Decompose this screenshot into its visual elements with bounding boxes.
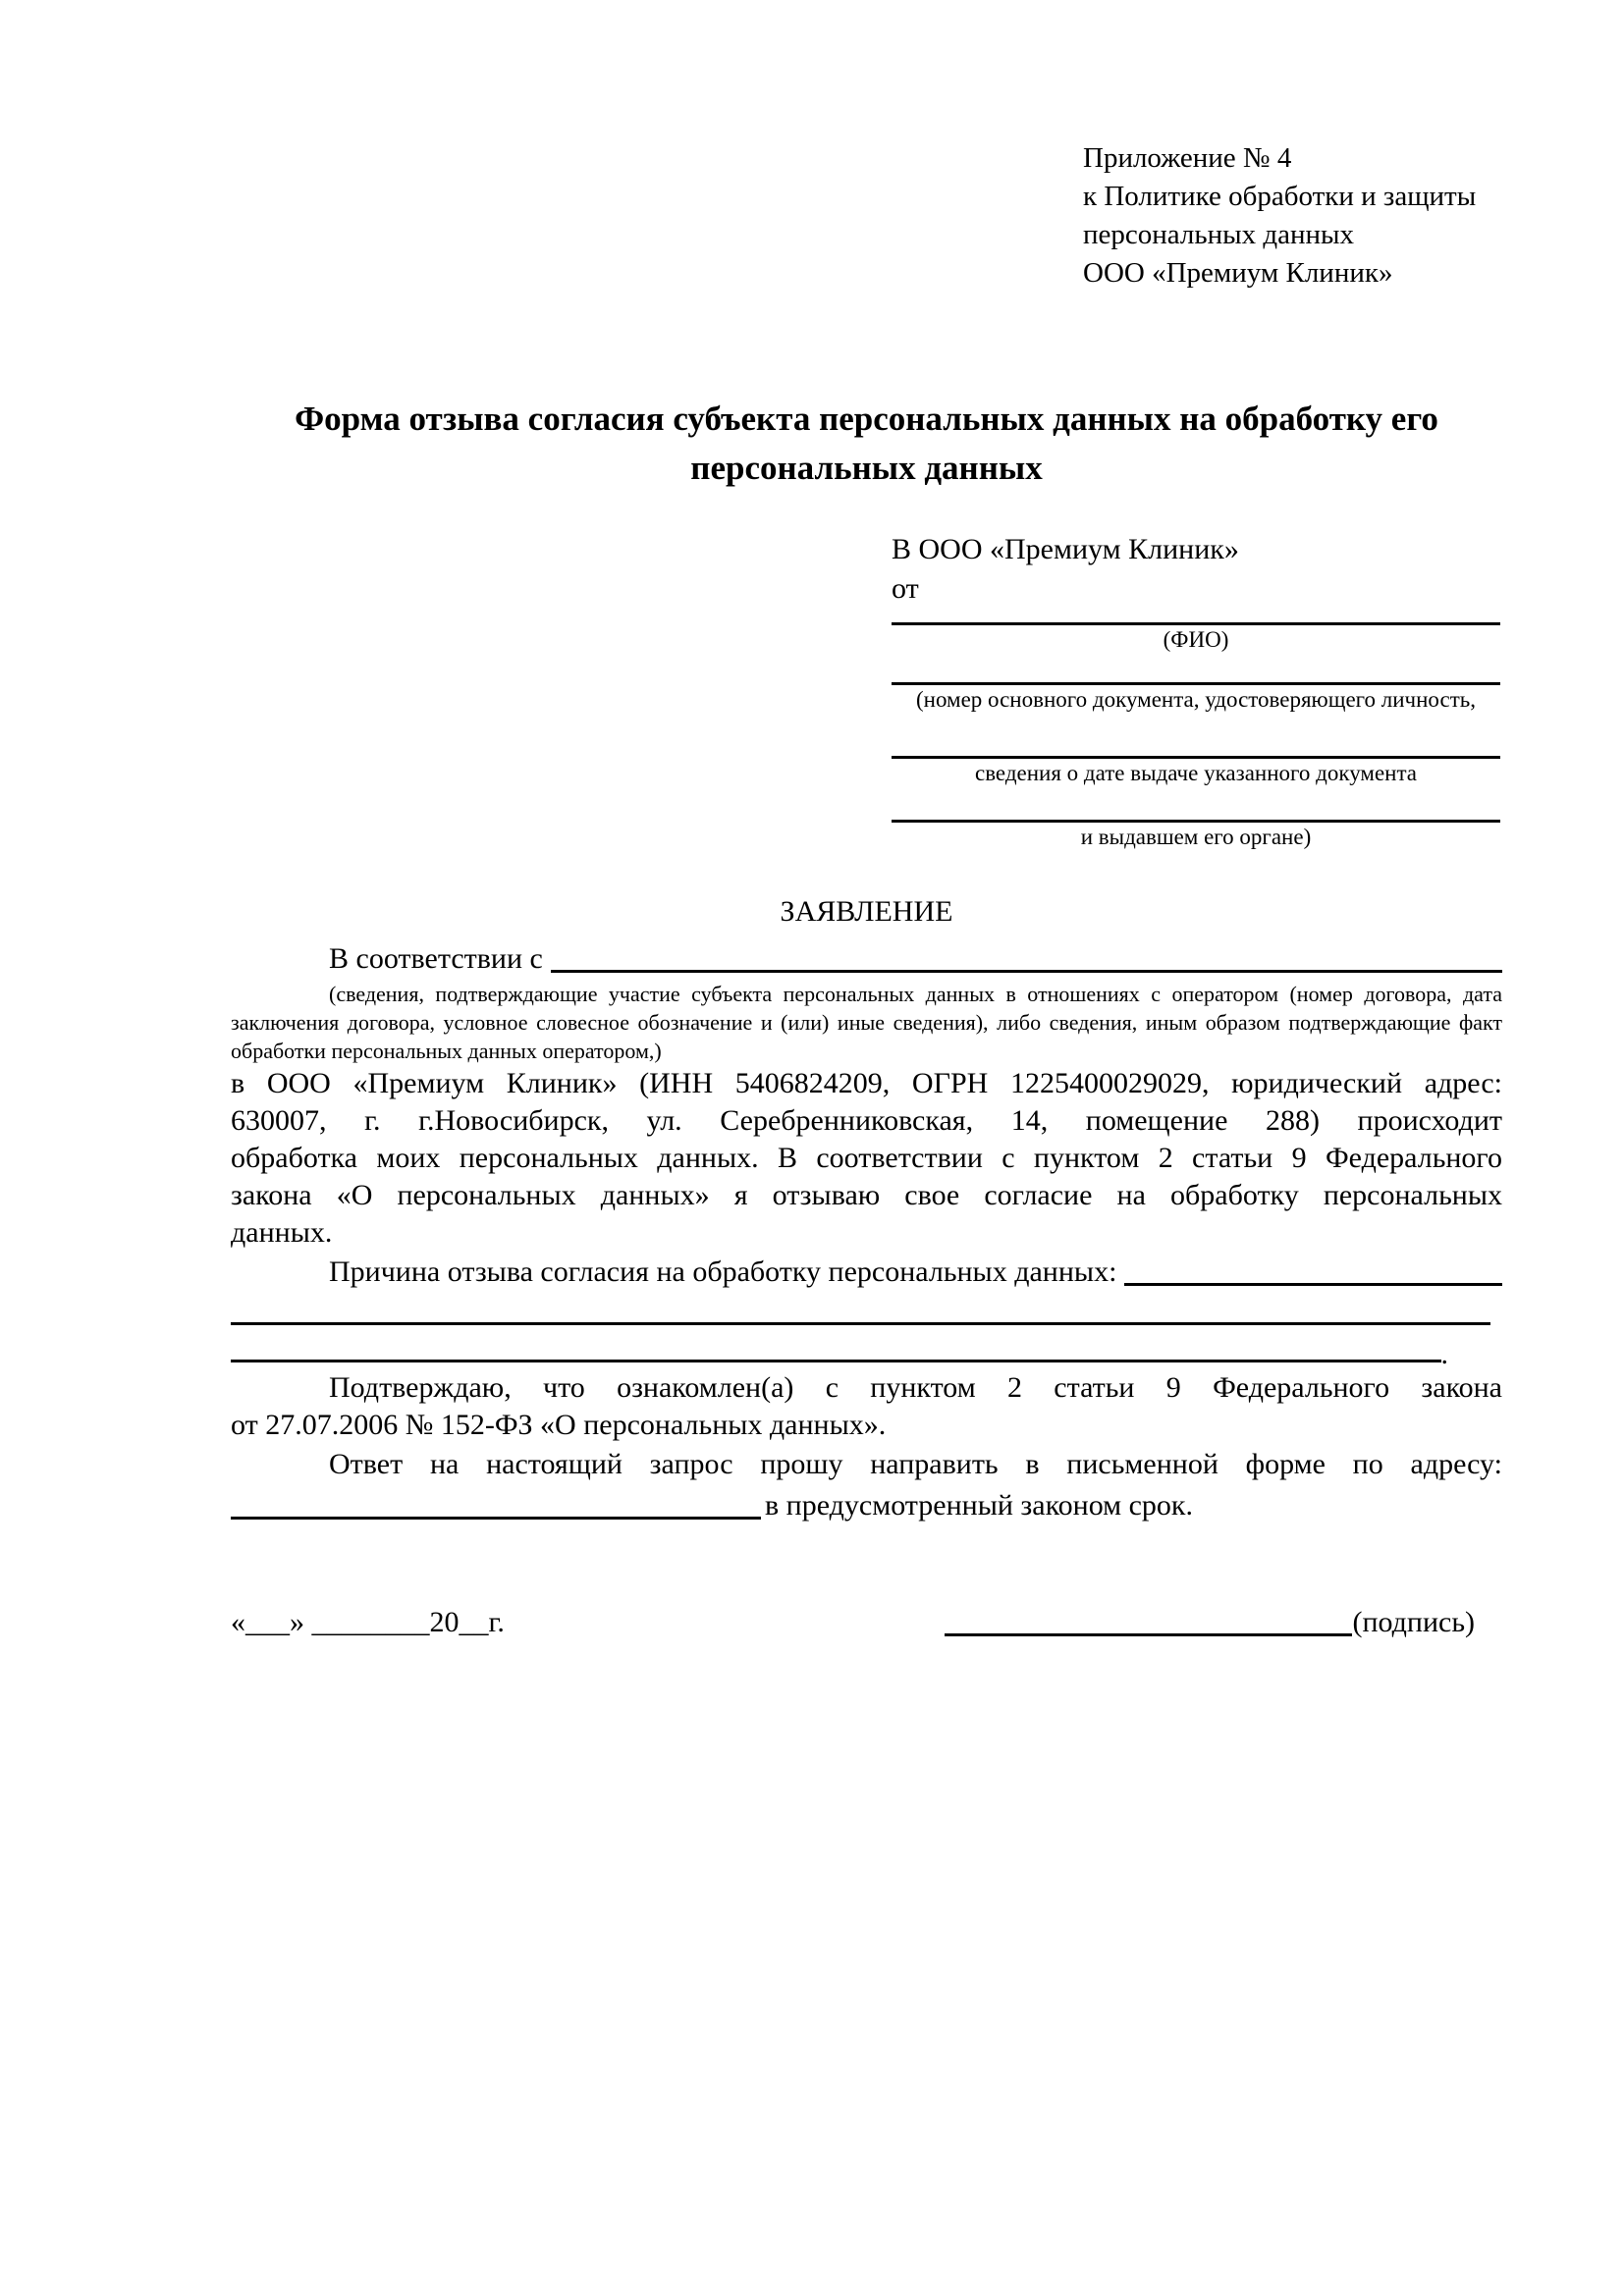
statement-body bbox=[231, 938, 1502, 1526]
text-line: 630007, г. г.Новосибирск, ул. Серебренниковская, 14, помещение 288) происходит bbox=[231, 1104, 1502, 1137]
doc-issue-date-field-line bbox=[892, 715, 1500, 759]
fio-caption: (ФИО) bbox=[1163, 627, 1229, 652]
text-line: к Политике обработки и защиты bbox=[1083, 181, 1477, 212]
text-line: в ООО «Премиум Клиник» (ИНН 5406824209, ОГРН 1225400029029, юридический адрес: bbox=[231, 1067, 1502, 1099]
reason-field-line bbox=[1124, 1283, 1502, 1286]
statement-heading: ЗАЯВЛЕНИЕ bbox=[780, 895, 953, 928]
text-line: заключения договора, условное словесное обозначение и (или) иные сведения), либо сведения, иным образом подтверждающие факт bbox=[231, 1010, 1502, 1035]
text-line: ООО «Премиум Клиник» bbox=[1083, 257, 1393, 289]
text-line: данных. bbox=[231, 1216, 333, 1249]
text-line: Подтверждаю, что ознакомлен(а) с пунктом 2 статьи 9 Федерального закона bbox=[329, 1371, 1502, 1404]
line-terminator: . bbox=[1440, 1338, 1448, 1370]
fio-field-line bbox=[892, 609, 1500, 625]
reason-extra-line-2 bbox=[231, 1332, 1502, 1369]
text-line: Приложение № 4 bbox=[1083, 142, 1292, 174]
reply-tail: в предусмотренный законом срок. bbox=[765, 1489, 1193, 1522]
text-line: обработки персональных данных оператором,) bbox=[231, 1039, 662, 1063]
text-line: от 27.07.2006 № 152-ФЗ «О персональных данных». bbox=[231, 1409, 887, 1441]
addressee-block bbox=[892, 530, 1500, 852]
reason-label: Причина отзыва согласия на обработку персональных данных: bbox=[329, 1255, 1117, 1288]
reply-request-line: Ответ на настоящий запрос прошу направить в письменной форме по адресу: bbox=[329, 1448, 1502, 1480]
text-line: обработка моих персональных данных. В соответствии с пунктом 2 статьи 9 Федерального bbox=[231, 1142, 1502, 1174]
text-line: закона «О персональных данных» я отзываю свое согласие на обработку персональных bbox=[231, 1179, 1502, 1211]
accordance-label: В соответствии с bbox=[329, 942, 543, 975]
reason-extra-line-1 bbox=[231, 1293, 1502, 1332]
document-title: Форма отзыва согласия субъекта персональных данных на обработку его персональных данных bbox=[295, 400, 1438, 487]
accordance-field-line bbox=[551, 970, 1502, 973]
accordance-row bbox=[231, 938, 1502, 980]
doc-number-field-line bbox=[892, 655, 1500, 685]
text-line: персональных данных bbox=[1083, 219, 1355, 250]
confirmation-paragraph bbox=[231, 1369, 1502, 1444]
date-signature-row bbox=[231, 1602, 1502, 1643]
doc-issuer-field-line bbox=[892, 788, 1500, 823]
blank-field-line-1 bbox=[231, 1322, 1490, 1325]
blank-field-line-2 bbox=[231, 1360, 1441, 1362]
signature-field-line bbox=[945, 1633, 1352, 1636]
signature-caption: (подпись) bbox=[1352, 1606, 1475, 1638]
signature-area bbox=[945, 1602, 1475, 1643]
doc-issue-date-caption: сведения о дате выдаче указанного документа bbox=[974, 761, 1418, 785]
addressee-to: В ООО «Премиум Клиник» bbox=[892, 533, 1239, 565]
annex-header bbox=[1083, 139, 1476, 293]
address-field-line bbox=[231, 1517, 761, 1520]
reply-address-row bbox=[231, 1485, 1502, 1526]
addressee-from-label: от bbox=[892, 572, 919, 605]
fine-print-note bbox=[231, 980, 1502, 1065]
date-line: «___» ________20__г. bbox=[231, 1606, 505, 1638]
text-line: (сведения, подтверждающие участие субъекта персональных данных в отношениях с оператором (номер договора, дата bbox=[329, 982, 1502, 1006]
doc-issuer-caption: и выдавшем его органе) bbox=[1080, 825, 1312, 849]
doc-number-caption: (номер основного документа, удостоверяющего личность, bbox=[915, 687, 1476, 712]
body-paragraph bbox=[231, 1065, 1502, 1252]
reason-row bbox=[231, 1252, 1502, 1293]
